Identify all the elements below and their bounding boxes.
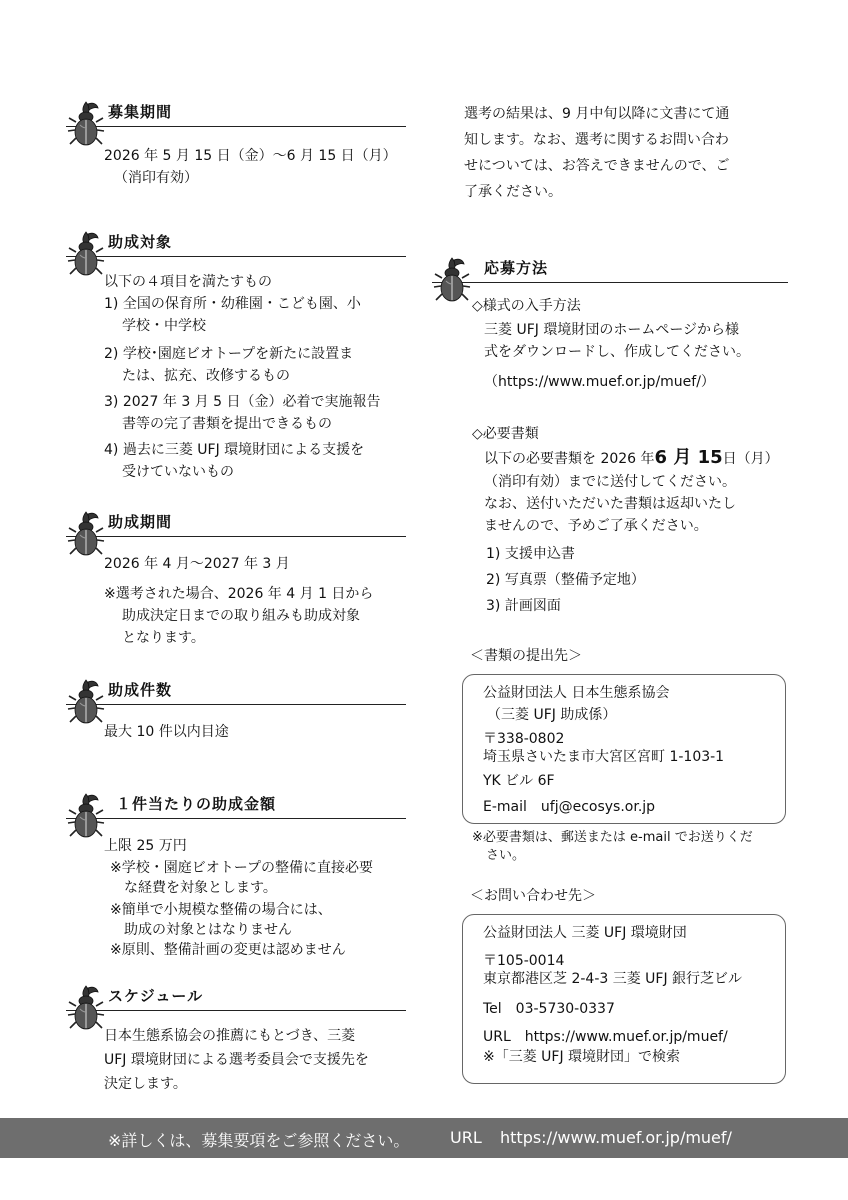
beetle-icon <box>66 790 106 842</box>
email-text: E-mail ufj@ecosys.or.jp <box>483 799 656 815</box>
text: 埼玉県さいたま市大宮区宮町 1-103-1 <box>483 749 725 765</box>
text: 助成決定日までの取り組みも助成対象 <box>122 608 360 624</box>
text: 日（月） <box>722 451 779 467</box>
text: 三菱 UFJ 環境財団のホームページから様 <box>484 322 740 338</box>
text: （消印有効）までに送付してください。 <box>484 474 736 490</box>
heading-taisho <box>66 228 406 257</box>
text: 東京都港区芝 2-4-3 三菱 UFJ 銀行芝ビル <box>483 971 743 987</box>
text: ＜お問い合わせ先＞ <box>470 888 596 904</box>
footer-url[interactable]: https://www.muef.or.jp/muef/ <box>500 1128 732 1147</box>
beetle-icon <box>66 982 106 1034</box>
footer-text: ※詳しくは、募集要項をご参照ください。 <box>108 1131 410 1150</box>
text: Tel 03-5730-0337 <box>483 1001 615 1017</box>
text: （消印有効） <box>114 170 198 186</box>
text: な経費を対象とします。 <box>124 880 277 896</box>
text: 以下の４項目を満たすもの <box>104 274 272 290</box>
text: （https://www.muef.or.jp/muef/） <box>484 374 715 390</box>
text: ませんので、予めご了承ください。 <box>484 518 708 534</box>
text: 式をダウンロードし、作成してください。 <box>484 344 750 360</box>
text: 〒338-0802 <box>483 731 565 747</box>
footer-bar <box>0 1118 848 1158</box>
beetle-icon <box>66 98 106 150</box>
text: 了承ください。 <box>464 184 562 200</box>
contact-box <box>462 914 786 1084</box>
deadline-date: 6 月 15 <box>654 447 723 468</box>
section-title: スケジュール <box>108 987 204 1005</box>
text: ※学校・園庭ビオトープの整備に直接必要 <box>110 860 374 876</box>
beetle-icon <box>66 508 106 560</box>
section-title: 助成期間 <box>108 513 173 531</box>
text: YK ビル 6F <box>483 773 555 789</box>
footer-url-label: URL <box>450 1128 482 1147</box>
text: 以下の必要書類を 2026 年 <box>484 451 655 467</box>
text: 助成の対象とはなりません <box>124 922 292 938</box>
heading-kensu <box>66 676 406 705</box>
text: ※「三菱 UFJ 環境財団」で検索 <box>483 1049 681 1065</box>
beetle-icon <box>66 676 106 728</box>
text: 2) 学校･園庭ビオトープを新たに設置ま <box>104 346 354 362</box>
heading-kikan <box>66 508 406 537</box>
text: ＜書類の提出先＞ <box>470 648 582 664</box>
section-title: １件当たりの助成金額 <box>116 795 277 813</box>
text: URL https://www.muef.or.jp/muef/ <box>483 1029 728 1045</box>
text: 3) 2027 年 3 月 5 日（金）必着で実施報告 <box>104 394 381 410</box>
text: 4) 過去に三菱 UFJ 環境財団による支援を <box>104 442 365 458</box>
text: たは、拡充、改修するもの <box>122 368 290 384</box>
text: さい。 <box>486 848 526 863</box>
text: 〒105-0014 <box>483 953 565 969</box>
text: 2) 写真票（整備予定地） <box>486 572 645 588</box>
section-title: 助成件数 <box>108 681 173 699</box>
text <box>484 448 779 469</box>
section-title: 募集期間 <box>108 103 173 121</box>
text: 最大 10 件以内目途 <box>104 724 229 740</box>
text: なお、送付いただいた書類は返却いたし <box>484 496 736 512</box>
text: （三菱 UFJ 助成係） <box>487 707 617 723</box>
text: 1) 全国の保育所・幼稚園・こども園、小 <box>104 296 361 312</box>
text: 選考の結果は、9 月中旬以降に文書にて通 <box>464 106 730 122</box>
section-title: 応募方法 <box>484 259 549 277</box>
text: ◇様式の入手方法 <box>472 298 581 314</box>
text: ◇必要書類 <box>472 426 539 442</box>
section-title: 助成対象 <box>108 233 173 251</box>
submit-box <box>462 674 786 824</box>
text: せについては、お答えできませんので、ご <box>464 158 730 174</box>
text: 受けていないもの <box>122 464 234 480</box>
text: ※原則、整備計画の変更は認めません <box>110 942 346 958</box>
text: ※必要書類は、郵送または e-mail でお送りくだ <box>472 830 753 845</box>
heading-boshu <box>66 98 406 127</box>
text: 公益財団法人 日本生態系協会 <box>483 685 670 701</box>
heading-kingaku <box>66 790 406 819</box>
text: 知します。なお、選考に関するお問い合わ <box>464 132 729 148</box>
text: 1) 支援申込書 <box>486 546 575 562</box>
heading-oubo <box>432 254 788 283</box>
text: 日本生態系協会の推薦にもとづき、三菱 <box>104 1028 356 1044</box>
text: ※選考された場合、2026 年 4 月 1 日から <box>104 586 374 602</box>
beetle-icon <box>432 254 472 306</box>
text: 学校・中学校 <box>122 318 206 334</box>
text: 上限 25 万円 <box>104 838 187 854</box>
heading-schedule <box>66 982 406 1011</box>
text: 決定します。 <box>104 1076 187 1092</box>
text: 公益財団法人 三菱 UFJ 環境財団 <box>483 925 687 941</box>
text: UFJ 環境財団による選考委員会で支援先を <box>104 1052 369 1068</box>
text: ※簡単で小規模な整備の場合には、 <box>110 902 332 918</box>
text: 2026 年 4 月〜2027 年 3 月 <box>104 556 290 572</box>
beetle-icon <box>66 228 106 280</box>
text: 3) 計画図面 <box>486 598 561 614</box>
text: 2026 年 5 月 15 日（金）〜6 月 15 日（月） <box>104 148 397 164</box>
text: となります。 <box>122 630 205 646</box>
text: 書等の完了書類を提出できるもの <box>122 416 332 432</box>
